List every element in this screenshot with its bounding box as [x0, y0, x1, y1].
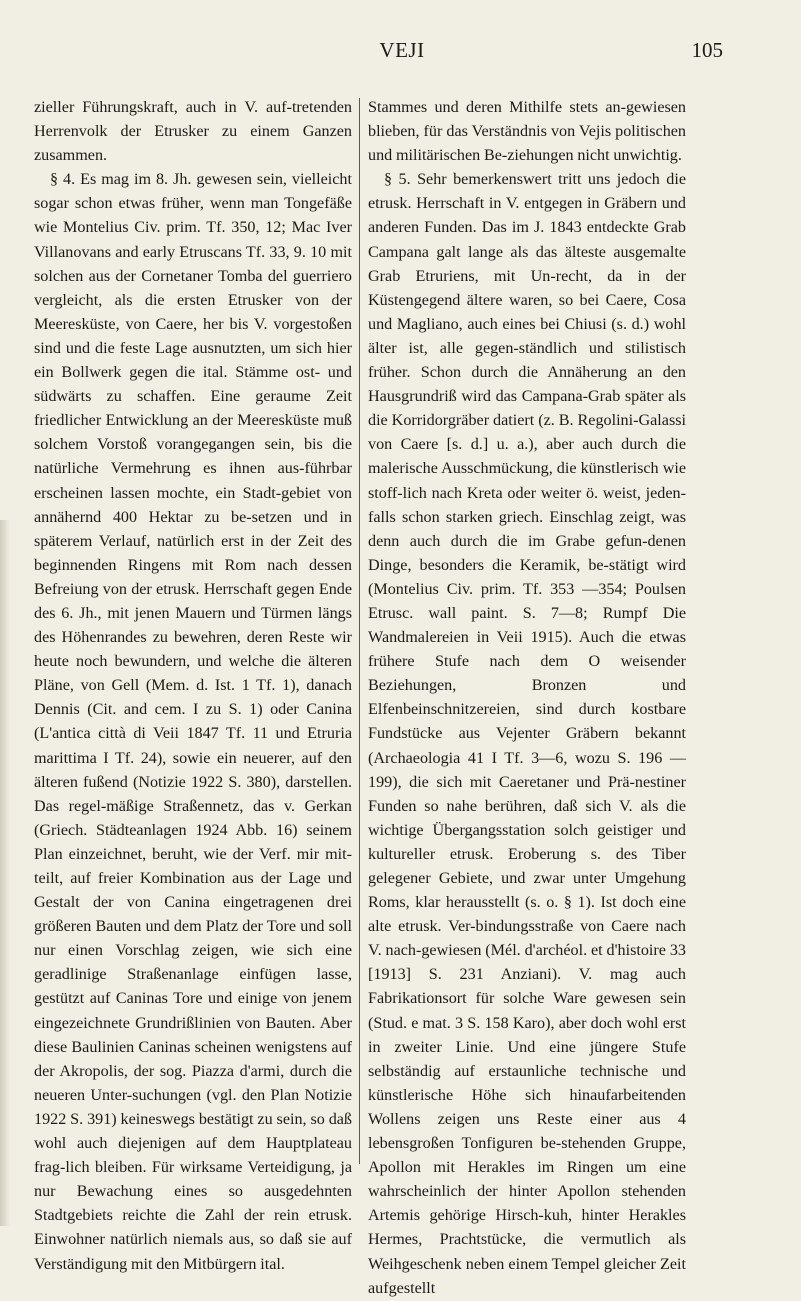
- running-head: [0, 38, 801, 68]
- paragraph-continued: zieller Führungskraft, auch in V. auf-tretenden Herrenvolk der Etrusker zu einem Ganzen zusammen.: [34, 99, 352, 165]
- right-column: [368, 96, 686, 1301]
- page-edge-shadow: [0, 520, 10, 1226]
- page-number: 105: [691, 38, 723, 62]
- paragraph-section-4: § 4. Es mag im 8. Jh. gewesen sein, vielleicht sogar schon etwas früher, wenn man Tongefäße wie Montelius Civ. prim. Tf. 350, 12; Mac Iver Villanovans and early Etruscans Tf. 33, 9. 10 mit solchen aus der Cornetaner Tomba del guerriero vergleicht, als die ersten Etrusker von der Meeresküste, von Caere, her bis V. vorgestoßen sind und die feste Lage ausnutzten, um sich hier ein Bollwerk gegen die ital. Stämme ost- und südwärts zu schaffen. Eine geraume Zeit friedlicher Entwicklung an der Meeresküste muß solchem Vorstoß vorangegangen sein, bis die natürliche Vermehrung es ihnen aus-führbar erscheinen lassen mochte, ein Stadt-gebiet von annähernd 400 Hektar zu be-setzen und in späterem Verlauf, natürlich erst in der Zeit des beginnenden Ringens mit Rom nach dessen Befreiung von der etrusk. Herrschaft gegen Ende des 6. Jh., mit jenen Mauern und Türmen längs des Höhenrandes zu bewehren, deren Reste wir heute noch bewundern, und welche die älteren Pläne, von Gell (Mem. d. Ist. 1 Tf. 1), danach Dennis (Cit. and cem. I zu S. 1) oder Canina (L'antica città di Veii 1847 Tf. 11 und Etruria marittima I Tf. 24), sowie ein neuerer, auf den älteren fußend (Notizie 1922 S. 380), darstellen. Das regel-mäßige Straßennetz, das v. Gerkan (Griech. Städteanlagen 1924 Abb. 16) seinem Plan einzeichnet, beruht, wie der Verf. mir mit-teilt, auf freier Kombination aus der Lage und Gestalt der von Canina eingetragenen drei größeren Bauten und dem Platz der Tore und soll nur einen Vorschlag zeigen, wie sich eine geradlinige Straßenanlage einfügen lasse, gestützt auf Caninas Tore und einige von jenem eingezeichnete Grundrißlinien von Bauten. Aber diese Baulinien Caninas scheinen wenigstens auf der Akropolis, der sog. Piazza d'armi, durch die neueren Unter-suchungen (vgl. den Plan Notizie 1922 S. 391) keineswegs bestätigt zu sein, so daß wohl auch diejenigen auf dem Hauptplateau frag-lich bleiben. Für wirksame Verteidigung, ja nur Bewachung eines so ausgedehnten Stadtgebiets reichte die Zahl der rein etrusk. Einwohner natürlich niemals aus, so daß sie auf Verständigung mit den Mitbürgern ital.: [34, 171, 352, 1273]
- paragraph-continued: Stammes und deren Mithilfe stets an-gewiesen blieben, für das Verständnis von Vejis politischen und militärischen Be-ziehungen nicht unwichtig.: [368, 99, 686, 165]
- left-column: [34, 96, 352, 1277]
- column-divider: [359, 98, 360, 1164]
- paragraph-section-5: § 5. Sehr bemerkenswert tritt uns jedoch die etrusk. Herrschaft in V. entgegen in Gräbern und anderen Funden. Das im J. 1843 entdeckte Grab Campana galt lange als das älteste ausgemalte Grab Etruriens, mit Un-recht, da in der Küstengegend ältere waren, so bei Caere, Cosa und Magliano, auch eines bei Chiusi (s. d.) wohl älter ist, alle gegen-ständlich und stilistisch früher. Schon durch die Annäherung an den Hausgrundriß wird das Campana-Grab später als die Korridorgräber datiert (z. B. Regolini-Galassi von Caere [s. d.] u. a.), aber auch durch die malerische Ausschmückung, die künstlerisch wie stoff-lich nach Kreta oder weiter ö. weist, jeden-falls schon starken griech. Einschlag zeigt, was denn auch durch die im Grabe gefun-denen Dinge, besonders die Keramik, be-stätigt wird (Montelius Civ. prim. Tf. 353 —354; Poulsen Etrusc. wall paint. S. 7—8; Rumpf Die Wandmalereien in Veii 1915). Auch die etwas frühere Stufe nach dem O weisender Beziehungen, Bronzen und Elfenbeinschnitzereien, sind durch kostbare Fundstücke aus Vejenter Gräbern bekannt (Archaeologia 41 I Tf. 3—6, wozu S. 196 —199), die sich mit Caeretaner und Prä-nestiner Funden so nahe berühren, daß sich V. als die wichtige Übergangsstation solch geistiger und kultureller etrusk. Eroberung s. des Tiber gelegener Gebiete, und zwar unter Umgehung Roms, klar herausstellt (s. o. § 1). Ist doch eine alte etrusk. Ver-bindungsstraße von Caere nach V. nach-gewiesen (Mél. d'archéol. et d'histoire 33 [1913] S. 231 Anziani). V. mag auch Fabrikationsort für solche Ware gewesen sein (Stud. e mat. 3 S. 158 Karo), aber doch wohl erst in zweiter Linie. Und eine jüngere Stufe selbständig auf erstaunliche technische und künstlerische Höhe sich hinaufarbeitenden Wollens zeigen uns Reste einer aus 4 lebensgroßen Tonfiguren be-stehenden Gruppe, Apollon mit Herakles im Ringen um eine wahrscheinlich der hinter Apollon stehenden Artemis gehörige Hirsch-kuh, hinter Herakles Hermes, Prachtstücke, die vermutlich als Weihgeschenk neben einem Tempel gleicher Zeit aufgestellt: [368, 171, 686, 1297]
- running-head-title: VEJI: [379, 38, 425, 62]
